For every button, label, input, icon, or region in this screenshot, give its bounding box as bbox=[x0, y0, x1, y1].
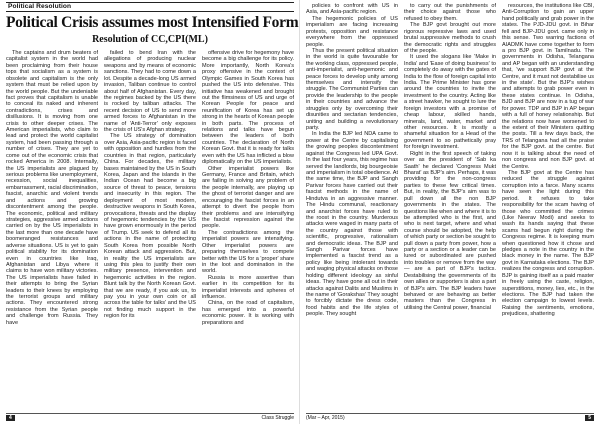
paragraph: The contradictions among the imperialist powers are intensifying. Other imperialist powers are preparing themselves to compete better with the US for a 'proper' share in the loot and domination in the world. bbox=[202, 229, 294, 275]
left-footer bbox=[6, 413, 294, 422]
section-label: Political Resolution bbox=[8, 3, 72, 10]
right-col-2 bbox=[404, 3, 496, 413]
left-col-3 bbox=[202, 50, 294, 414]
article-headline: Political Crisis assumes most Intensified Form bbox=[6, 14, 299, 31]
paragraph: Right in the first speech of taking over as the president of 'Sab ka Saath' he declared 'Congress Mukt Bharat' as BJP's aim. Perhaps, it was providing for the non-congress parties to these few critical times. But, in reality, the BJP's aim was to pull down all the non BJP governments in the states. The questions like when and where it is to be attempted who is the first, and who is next target, where and what course should be adopted, the help of which party or section be sought to pull down a party from power, how a party or a section or a leader can be lured or subordinated are pushed into troubles or remove from the way — are a part of BJP's tactics. Destabilising the governments of its own allies or supporters is also a part of BJP's aim. The BJP leaders have behaved or are behaving as better masters than the Congress in utilising the Central power, financial bbox=[404, 150, 496, 311]
left-col-1 bbox=[6, 50, 98, 414]
right-col-3 bbox=[502, 3, 594, 413]
right-page-number: 5 bbox=[585, 415, 594, 421]
paragraph: The US strategy of domination over Asia, Asia-pacific region is faced with opposition and hurdles from the countries in that region, particularly China. For decades, the military bases maintained by the US in South Korea, Japan and the islands in the Indian Ocean had become a big source of threat to peace, tensions and insecurity in this region. The deployment of most modern, destructive weapons in South Korea, provocations, threats and the display of hegemonic tendencies by the US have grown enormously in the period of Trump. US seek to defend all its actions in the name of protecting South Korea from possible North Korean attack and aggression. But, in reality the US imperialists are using this plea to justify their own military presence, intervention and hegemonic activities in the region. Blunt talk by the North Korean Govt. that we are ready, if you ask us, to pay you in your own coin or all across the table for talks' and the US not finding much support in the region for its bbox=[104, 133, 196, 320]
paragraph: In India the BJP led NDA came to power at the Centre by capitalising the growing peoples discontentment against the Congress led UPA Govt. In the last four years, this regime has served the landlords, big bourgeoisie and imperialism in total obedience. At the same time, the BJP and Sangh Parivar forces have carried out their fascist methods in the name of Hindutva in an aggressive manner. The Hindu communal, reactionary and anarchist forces have ruled to the roost in the country. Murderous attacks were waged in many parts of the country against those with scientific, progressive, rationalism and democratic ideas. The BJP and Sangh Parivar forces have implemented a fascist trend as a policy like being intolerant towards and waging physical attacks on those holding different ideology as sinful ideas. They have gone all out in their attacks against Dalits and Muslims in the name of 'Gorakshas' They sought to forcibly dictate the dress code, food habits and the life styles of people. They sought bbox=[306, 131, 398, 318]
paragraph: The BJP govt at the Centre has reduced the struggle against corruption into a farce. Many scams have seen the light during this period. It refuses to take responsibility for the scam having of those who committed the crimes (Like Neerav Modi) and seeks to wash its hands saying that these scams had begun right during the Congress regime. It is keeping mum when questioned how it chose and pledges a note in the country in the black money in the name. The BJP govt in Karnataka elections. The BJP realizes the congress and corruption. BJP is gaining itself as a paid master in freely using the caste, religion, superstitions, money, lies, etc., in the elections. The BJP had taken the election campaign to lowest levels. Raising the sentiments, emotions, prejudices, shattering bbox=[502, 169, 594, 318]
right-col-1 bbox=[306, 3, 398, 413]
paragraph: Other imperialist powers like Germany, France and Britain, which are failing in solving any problem of the people internally, are playing up the ghost of terrorist danger and are encouraging the fascist forces in an attempt to divert the people from their problems and are intensifying the fascist repression against the people. bbox=[202, 165, 294, 230]
paragraph: The captains and drum beaters of capitalist system in the world had been proclaiming from their house tops that socialism as a system is obsolete and capitalism is the only system that must be relied upon by the world people. But the undeniable fact proves that capitalism is unable to conceal its naked and inherent contradictions, crises and disillusions. It is moving from one crisis to other deeper crises. The American imperialists, who claim to lead and protect the world capitalist system, had been passing through a number of crises. They are yet to come out of the economic crisis that rocked America in 2008. Internally, the US imperialists are plagued by serious problems like unemployment, recession, social inequalities, embarrassment, racial discrimination, fascist, anarchic and violent trends and actions and growing discontentment among the people. The economic, political and military strategies, aggressive armed actions carried on by the US imperialists in the last more than one decade have boomeranged resistances and adverse situations. US is yet to gain political stability for its domination even in countries like Iraq, Afghanistan and Libya where it claims to have won military victories. The US imperialists have failed in their attempts to bring the Syrian leaders to their knees by employing the terrorist groups and military actions. They encountered strong resistance from the Syrian people and challenge from Russia. They have bbox=[6, 50, 98, 326]
paragraph: resources, the institutions like CBI, Anti-Corruption to gain an upper hand politically and grab power in the states. The PJD-JDU govt. in Bihar fell and BJP-JDU govt. came only in this sense. Two warring factions of AIADMK have come together to form a pro BJP govt. in Tamilnadu. The governments in Odisha, Telangana and AP began with an understanding that, 'we support BJP govt at the Centre, and it must not destabilise us in the state'. But the BJP's wishes and attempts to grab power even in these states continue. In Odisha, BJD and BJP are now in a tug of war for power. TDP and BJP in AP began with a full of honey relationship. But the relations now have worsened to the extent of their Ministers quitting the posts. Till a few days back, the TRS of Telangana had all the praise for the BJP govt. at the centre. But now it is talking about the need of non congress and non BJP govt. at the Centre. bbox=[502, 3, 594, 170]
paragraph: The hegemonic policies of US imperialism are facing increasing protests, opposition and resistance everywhere from the oppressed people. bbox=[306, 15, 398, 48]
left-col-2 bbox=[104, 50, 196, 414]
right-page-columns bbox=[306, 3, 594, 413]
paragraph: Russia is more assertive than earlier in its competition for its imperialist interests and spheres of influence. bbox=[202, 274, 294, 301]
paragraph: China, on the road of capitalism, has emerged into a powerful economic power. It is working with preparations and bbox=[202, 300, 294, 326]
left-page-columns bbox=[6, 50, 294, 414]
paragraph: policies to confront with US in Asia, and Asia-pacific region. bbox=[306, 3, 398, 16]
left-page-label: Class Struggle bbox=[261, 415, 294, 421]
paragraph: to carry out the punishments of their choice against those who refused to obey them. bbox=[404, 3, 496, 22]
paragraph: It used the slogans like 'Make in India' and 'Ease of doing business' to completely do away with the gates of India to the flow of foreign capital into India. The Prime Minister has gone around the countries to invite the investment to the country. Acting like a street hawker, he sought to lure the foreign investors with a promise of cheap labour, skilled hands, minerals, land, water, market and other resources. It is mostly a shameful situation for a Head of the government to so pathetically pray for foreign investment. bbox=[404, 54, 496, 151]
paragraph: The BJP govt brought out more rigorous repressive laws and used brutal suppressive methods to crush the democratic rights and struggles of the people. bbox=[404, 22, 496, 54]
paragraph: Thus the present political situation in the world is quite favourable for the working class, oppressed people, anti-imperialist, anti-hegemonic and peace forces to develop unity among themselves and intensify the struggle. The Communist Parties can provide the leadership to the people in their countries and advance the struggles only by overcoming their disunities and sectarian tendencies, uniting and building a revolutionary party. bbox=[306, 47, 398, 132]
right-page-label: (Mar – Apr, 2015) bbox=[306, 415, 345, 421]
left-page-number: 4 bbox=[6, 415, 15, 421]
paragraph: failed to bend Iran with the allegations of producing nuclear weapons and by means of economic sanctions. They had to come down a lot. Despite a decade-long US armed invasion, Taliban continue to control about half of Afghanistan. Every day, the regimes backed by the US there is rocked by taliban attacks. The recent decision of US to send more armed forces to Afghanistan in the name of 'Anti-Terror' only exposes the crisis of US's Afghan strategy. bbox=[104, 50, 196, 134]
article-subhead: Resolution of CC,CPI(ML) bbox=[92, 34, 208, 45]
header-bottom-rule bbox=[6, 11, 294, 12]
paragraph: offensive drive for hegemony have become a big challenge for its policy. More importantly, North Korea's proxy offensive in the context of Olympic Games in South Korea has pushed the US into defensive. This initiative has weakened and brought out the flimsiness of US and urge of Korean People for peace and reunification of Korea has set up strong in the hearts of Korean people in both parts. The process of relations and talks have begun between the leaders of both countries. The declaration of North Korean Govt. that it is ready for talks even with the US has inflicted a blow diplomatically on the US imperialists. bbox=[202, 50, 294, 166]
right-footer bbox=[306, 413, 594, 422]
right-page bbox=[300, 0, 600, 424]
